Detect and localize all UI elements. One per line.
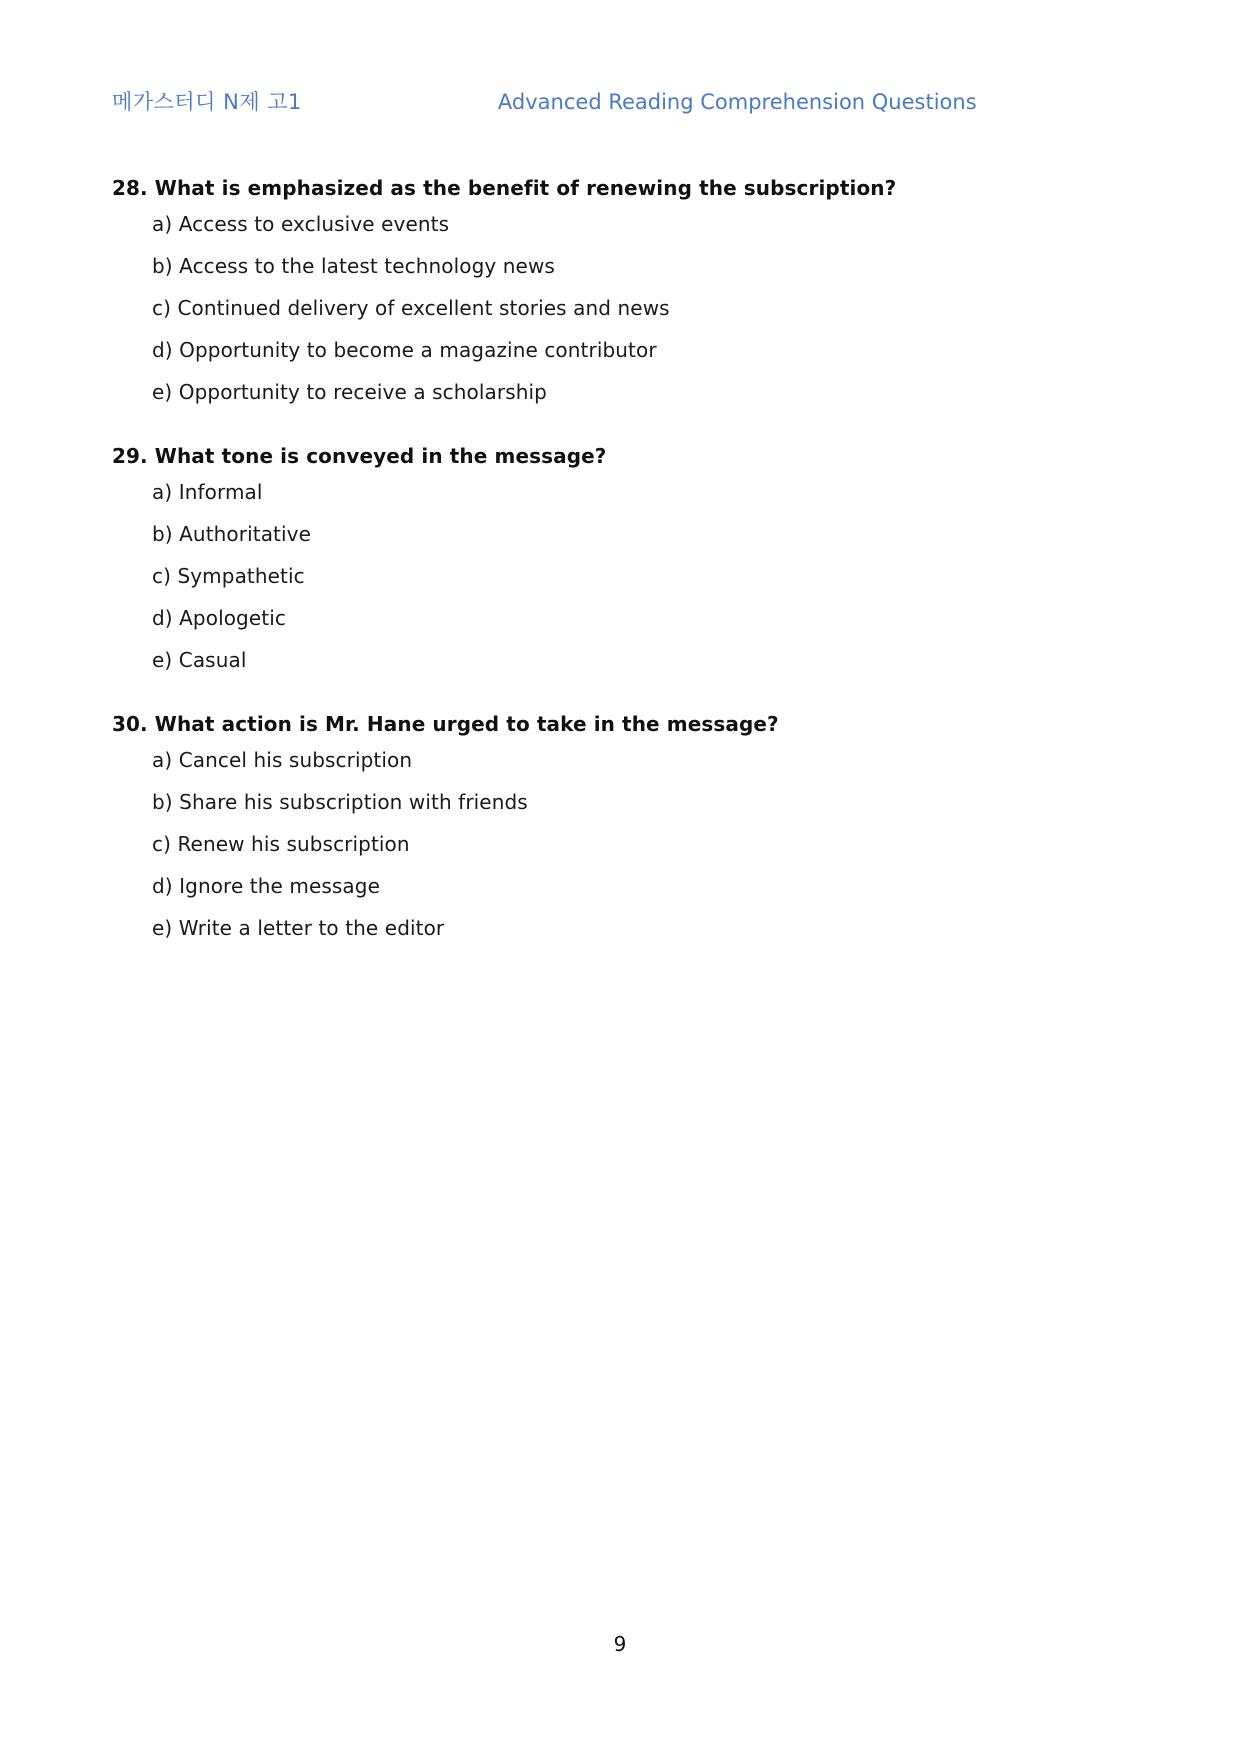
option-item[interactable]: d) Opportunity to become a magazine contributor — [152, 338, 657, 362]
option-item[interactable]: c) Renew his subscription — [152, 832, 410, 856]
question-title: 29. What tone is conveyed in the message? — [112, 444, 607, 468]
option-item[interactable]: e) Opportunity to receive a scholarship — [152, 380, 547, 404]
questions-container — [112, 178, 1132, 938]
option-item[interactable]: a) Informal — [152, 480, 263, 504]
option-item[interactable]: a) Cancel his subscription — [152, 748, 413, 772]
option-item[interactable]: b) Share his subscription with friends — [152, 790, 528, 814]
page-header — [112, 86, 1128, 116]
question-block-30 — [112, 714, 1132, 938]
option-item[interactable]: b) Authoritative — [152, 522, 311, 546]
option-item[interactable]: c) Sympathetic — [152, 564, 305, 588]
option-list — [112, 482, 1132, 670]
option-item[interactable]: c) Continued delivery of excellent stories and news — [152, 296, 670, 320]
option-item[interactable]: b) Access to the latest technology news — [152, 254, 555, 278]
option-item[interactable]: d) Apologetic — [152, 606, 286, 630]
option-item[interactable]: a) Access to exclusive events — [152, 212, 450, 236]
header-section-title: Advanced Reading Comprehension Questions — [497, 90, 977, 114]
option-item[interactable]: d) Ignore the message — [152, 874, 380, 898]
page-number: 9 — [613, 1632, 627, 1656]
header-book-title: 메가스터디 N제 고1 — [112, 90, 302, 114]
question-title: 30. What action is Mr. Hane urged to take in the message? — [112, 712, 779, 736]
question-block-29 — [112, 446, 1132, 670]
option-list — [112, 750, 1132, 938]
question-block-28 — [112, 178, 1132, 402]
page-footer — [0, 1632, 1240, 1656]
option-item[interactable]: e) Casual — [152, 648, 247, 672]
option-list — [112, 214, 1132, 402]
question-title: 28. What is emphasized as the benefit of renewing the subscription? — [112, 176, 897, 200]
option-item[interactable]: e) Write a letter to the editor — [152, 916, 445, 940]
